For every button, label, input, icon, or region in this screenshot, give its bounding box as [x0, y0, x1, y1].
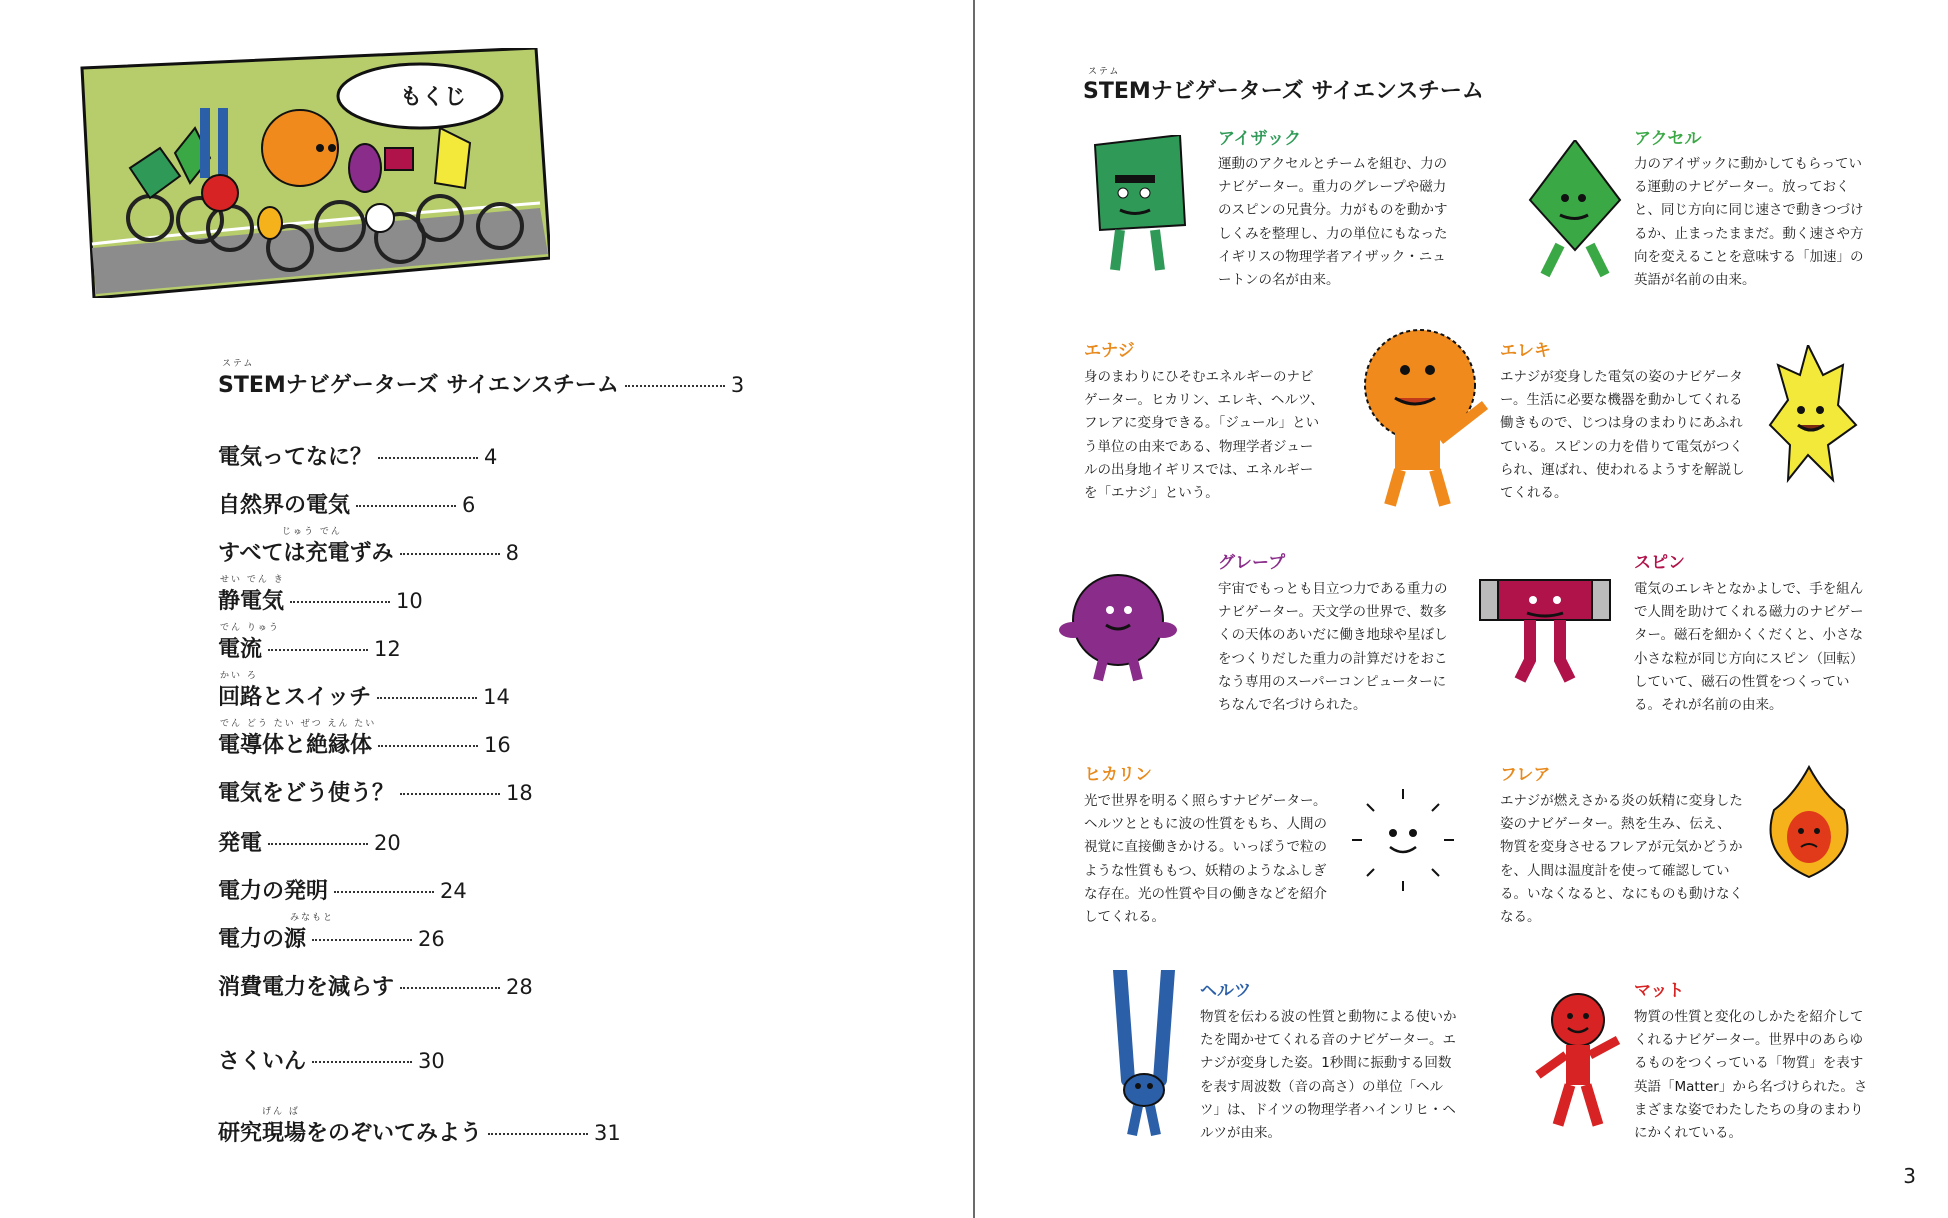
spin-figure [1475, 575, 1615, 685]
toc-item-page: 20 [374, 831, 401, 855]
toc-item-generation[interactable] [218, 826, 401, 857]
char-desc-hikarin: 光で世界を明るく照らすナビゲーター。ヘルツとともに波の性質をもち、人間の視覚に直接働きかける。いっぽうで粒のような性質ももつ、妖精のようなふしぎな存在。光の性質や目の働きなどを紹介してくれる。 [1084, 793, 1327, 926]
toc-item-reduce-consumption[interactable] [218, 970, 533, 1001]
toc-banner-title: もくじ [400, 85, 467, 110]
char-desc-isaac: 運動のアクセルとチームを組む、力のナビゲーター。重力のグレープや磁力のスピンの兄貴分。力がものを動かすしくみを整理し、力の単位にもなったイギリスの物理学者アイザック・ニュートンの名が由来。 [1218, 156, 1448, 289]
page-number: 3 [1903, 1164, 1916, 1188]
toc-item-label: 電導体と絶縁体 [218, 733, 373, 758]
toc-ruby-source: みなもと [290, 913, 335, 923]
char-name-flare: フレア [1500, 765, 1551, 785]
toc-item-stem-team[interactable] [218, 368, 744, 399]
isaac-figure [1085, 135, 1195, 275]
toc-item-label: 回路とスイッチ [218, 685, 372, 710]
toc-item-charged[interactable] [218, 536, 519, 567]
toc-item-label: 電力の発明 [218, 879, 329, 904]
char-name-hertz: ヘルツ [1200, 981, 1251, 1001]
toc-item-index[interactable] [218, 1044, 445, 1075]
char-desc-hertz: 物質を伝わる波の性質と動物による使いかたを聞かせてくれる音のナビゲーター。エナジが変身した姿。1秒間に振動する回数を表す周波数（音の高さ）の単位「ヘルツ」は、ドイツの物理学者ハインリヒ・ヘルツが由来。 [1200, 1009, 1457, 1142]
toc-item-label: 電気ってなに？ [218, 445, 373, 470]
char-desc-axel: 力のアイザックに動かしてもらっている運動のナビゲーター。放っておくと、同じ方向に同じ速さで動きつづけるか、止まったままだ。動く速さや方向を変えることを意味する「加速」の英語が名前の由来。 [1634, 156, 1864, 289]
title-ruby: ステム [1088, 67, 1121, 77]
axel-figure [1520, 140, 1630, 280]
toc-item-label: 自然界の電気 [218, 493, 351, 518]
char-name-spin: スピン [1634, 553, 1685, 573]
toc-item-page: 6 [462, 493, 476, 517]
toc-item-page: 31 [594, 1121, 621, 1145]
toc-item-label: 発電 [218, 831, 263, 856]
hikarin-figure [1348, 785, 1458, 895]
toc-item-label: 研究現場をのぞいてみよう [218, 1121, 483, 1146]
char-name-hikarin: ヒカリン [1084, 765, 1152, 785]
toc-item-how-to-use[interactable] [218, 776, 533, 807]
toc-item-page: 28 [506, 975, 533, 999]
toc-ruby-field: げん ば [262, 1107, 300, 1117]
toc-item-page: 18 [506, 781, 533, 805]
toc-item-label: 消費電力を減らす [218, 975, 395, 1000]
toc-ruby-stem: ステム [222, 359, 255, 369]
toc-item-page: 3 [730, 373, 745, 397]
toc-item-static-electricity[interactable] [218, 584, 423, 615]
toc-item-page: 10 [396, 589, 423, 613]
char-name-axel: アクセル [1634, 129, 1702, 149]
page-title: STEMナビゲーターズ サイエンスチーム [1083, 79, 1484, 104]
char-name-matter: マット [1634, 981, 1685, 1001]
toc-ruby-current: でん りゅう [220, 623, 280, 633]
toc-item-label: 電気をどう使う？ [218, 781, 395, 806]
toc-item-page: 26 [418, 927, 445, 951]
char-name-elec: エレキ [1500, 341, 1551, 361]
toc-ruby-conductor: でん どう たい ぜつ えん たい [220, 719, 377, 729]
toc-ruby-circuit: かい ろ [220, 671, 258, 681]
char-desc-energy: 身のまわりにひそむエネルギーのナビゲーター。ヒカリン、エレキ、ヘルツ、フレアに変身できる。「ジュール」という単位の由来である、物理学者ジュールの出身地イギリスでは、エネルギーを「エナジ」という。 [1084, 369, 1324, 502]
char-name-isaac: アイザック [1218, 129, 1302, 149]
toc-item-page: 8 [505, 541, 519, 565]
toc-ruby-charge: じゅう でん [282, 527, 342, 537]
char-name-energy: エナジ [1084, 341, 1135, 361]
char-name-grape: グレープ [1218, 553, 1286, 573]
toc-item-page: 16 [484, 733, 511, 757]
toc-item-label: すべては充電ずみ [218, 541, 394, 566]
char-desc-grape: 宇宙でもっとも目立つ力である重力のナビゲーター。天文学の世界で、数多くの天体のあいだに働き地球や星ぼしをつくりだした重力の計算だけをおこなう専用のスーパーコンピューターにちなんで名づけられた。 [1218, 581, 1448, 714]
toc-item-power-source[interactable] [218, 922, 445, 953]
toc-item-page: 30 [418, 1049, 445, 1073]
toc-banner-illustration [80, 48, 550, 298]
char-desc-matter: 物質の性質と変化のしかたを紹介してくれるナビゲーター。世界中のあらゆるものをつくっている「物質」を表す英語「Matter」から名づけられた。さまざまな姿でわたしたちの身のまわりにかくれている。 [1634, 1009, 1868, 1142]
toc-item-page: 14 [483, 685, 510, 709]
toc-item-invention[interactable] [218, 874, 467, 905]
toc-item-label: 静電気 [218, 589, 285, 614]
char-desc-elec: エナジが変身した電気の姿のナビゲーター。生活に必要な機器を動かしてくれる働きもので、じつは身のまわりにあふれている。スピンの力を借りて電気がつくられ、運ばれ、使われるようすを解説してくれる。 [1500, 369, 1745, 502]
char-desc-flare: エナジが燃えさかる炎の妖精に変身した姿のナビゲーター。熱を生み、伝え、物質を変身させるフレアが元気かどうかを、人間は温度計を使って確認している。いなくなると、なにものも動けなくなる。 [1500, 793, 1743, 926]
page-spine [973, 0, 975, 1218]
toc-item-page: 24 [440, 879, 467, 903]
toc-item-label: STEMナビゲーターズ サイエンスチーム [218, 373, 619, 398]
toc-item-conductor-insulator[interactable] [218, 728, 511, 759]
toc-item-label: さくいん [218, 1049, 307, 1074]
toc-item-page: 12 [374, 637, 401, 661]
toc-ruby-static: せい でん き [220, 575, 285, 585]
grape-figure [1058, 565, 1178, 685]
matter-figure [1528, 990, 1628, 1130]
flare-figure [1764, 765, 1854, 880]
elec-figure [1768, 345, 1858, 485]
toc-item-current[interactable] [218, 632, 401, 663]
energy-figure [1350, 320, 1500, 510]
toc-item-page: 4 [484, 445, 498, 469]
toc-item-label: 電流 [218, 637, 263, 662]
toc-item-what-is-electricity[interactable] [218, 440, 497, 471]
toc-item-label: 電力の源 [218, 927, 307, 952]
char-desc-spin: 電気のエレキとなかよしで、手を組んで人間を助けてくれる磁力のナビゲーター。磁石を細かくくだくと、小さな小さな粒が同じ方向にスピン（回転）していて、磁石の性質をつくっている。それが名前の由来。 [1634, 581, 1864, 714]
hertz-figure [1108, 970, 1188, 1140]
toc-item-research-site[interactable] [218, 1116, 621, 1147]
toc-item-nature-electricity[interactable] [218, 488, 475, 519]
toc-item-circuit-switch[interactable] [218, 680, 510, 711]
